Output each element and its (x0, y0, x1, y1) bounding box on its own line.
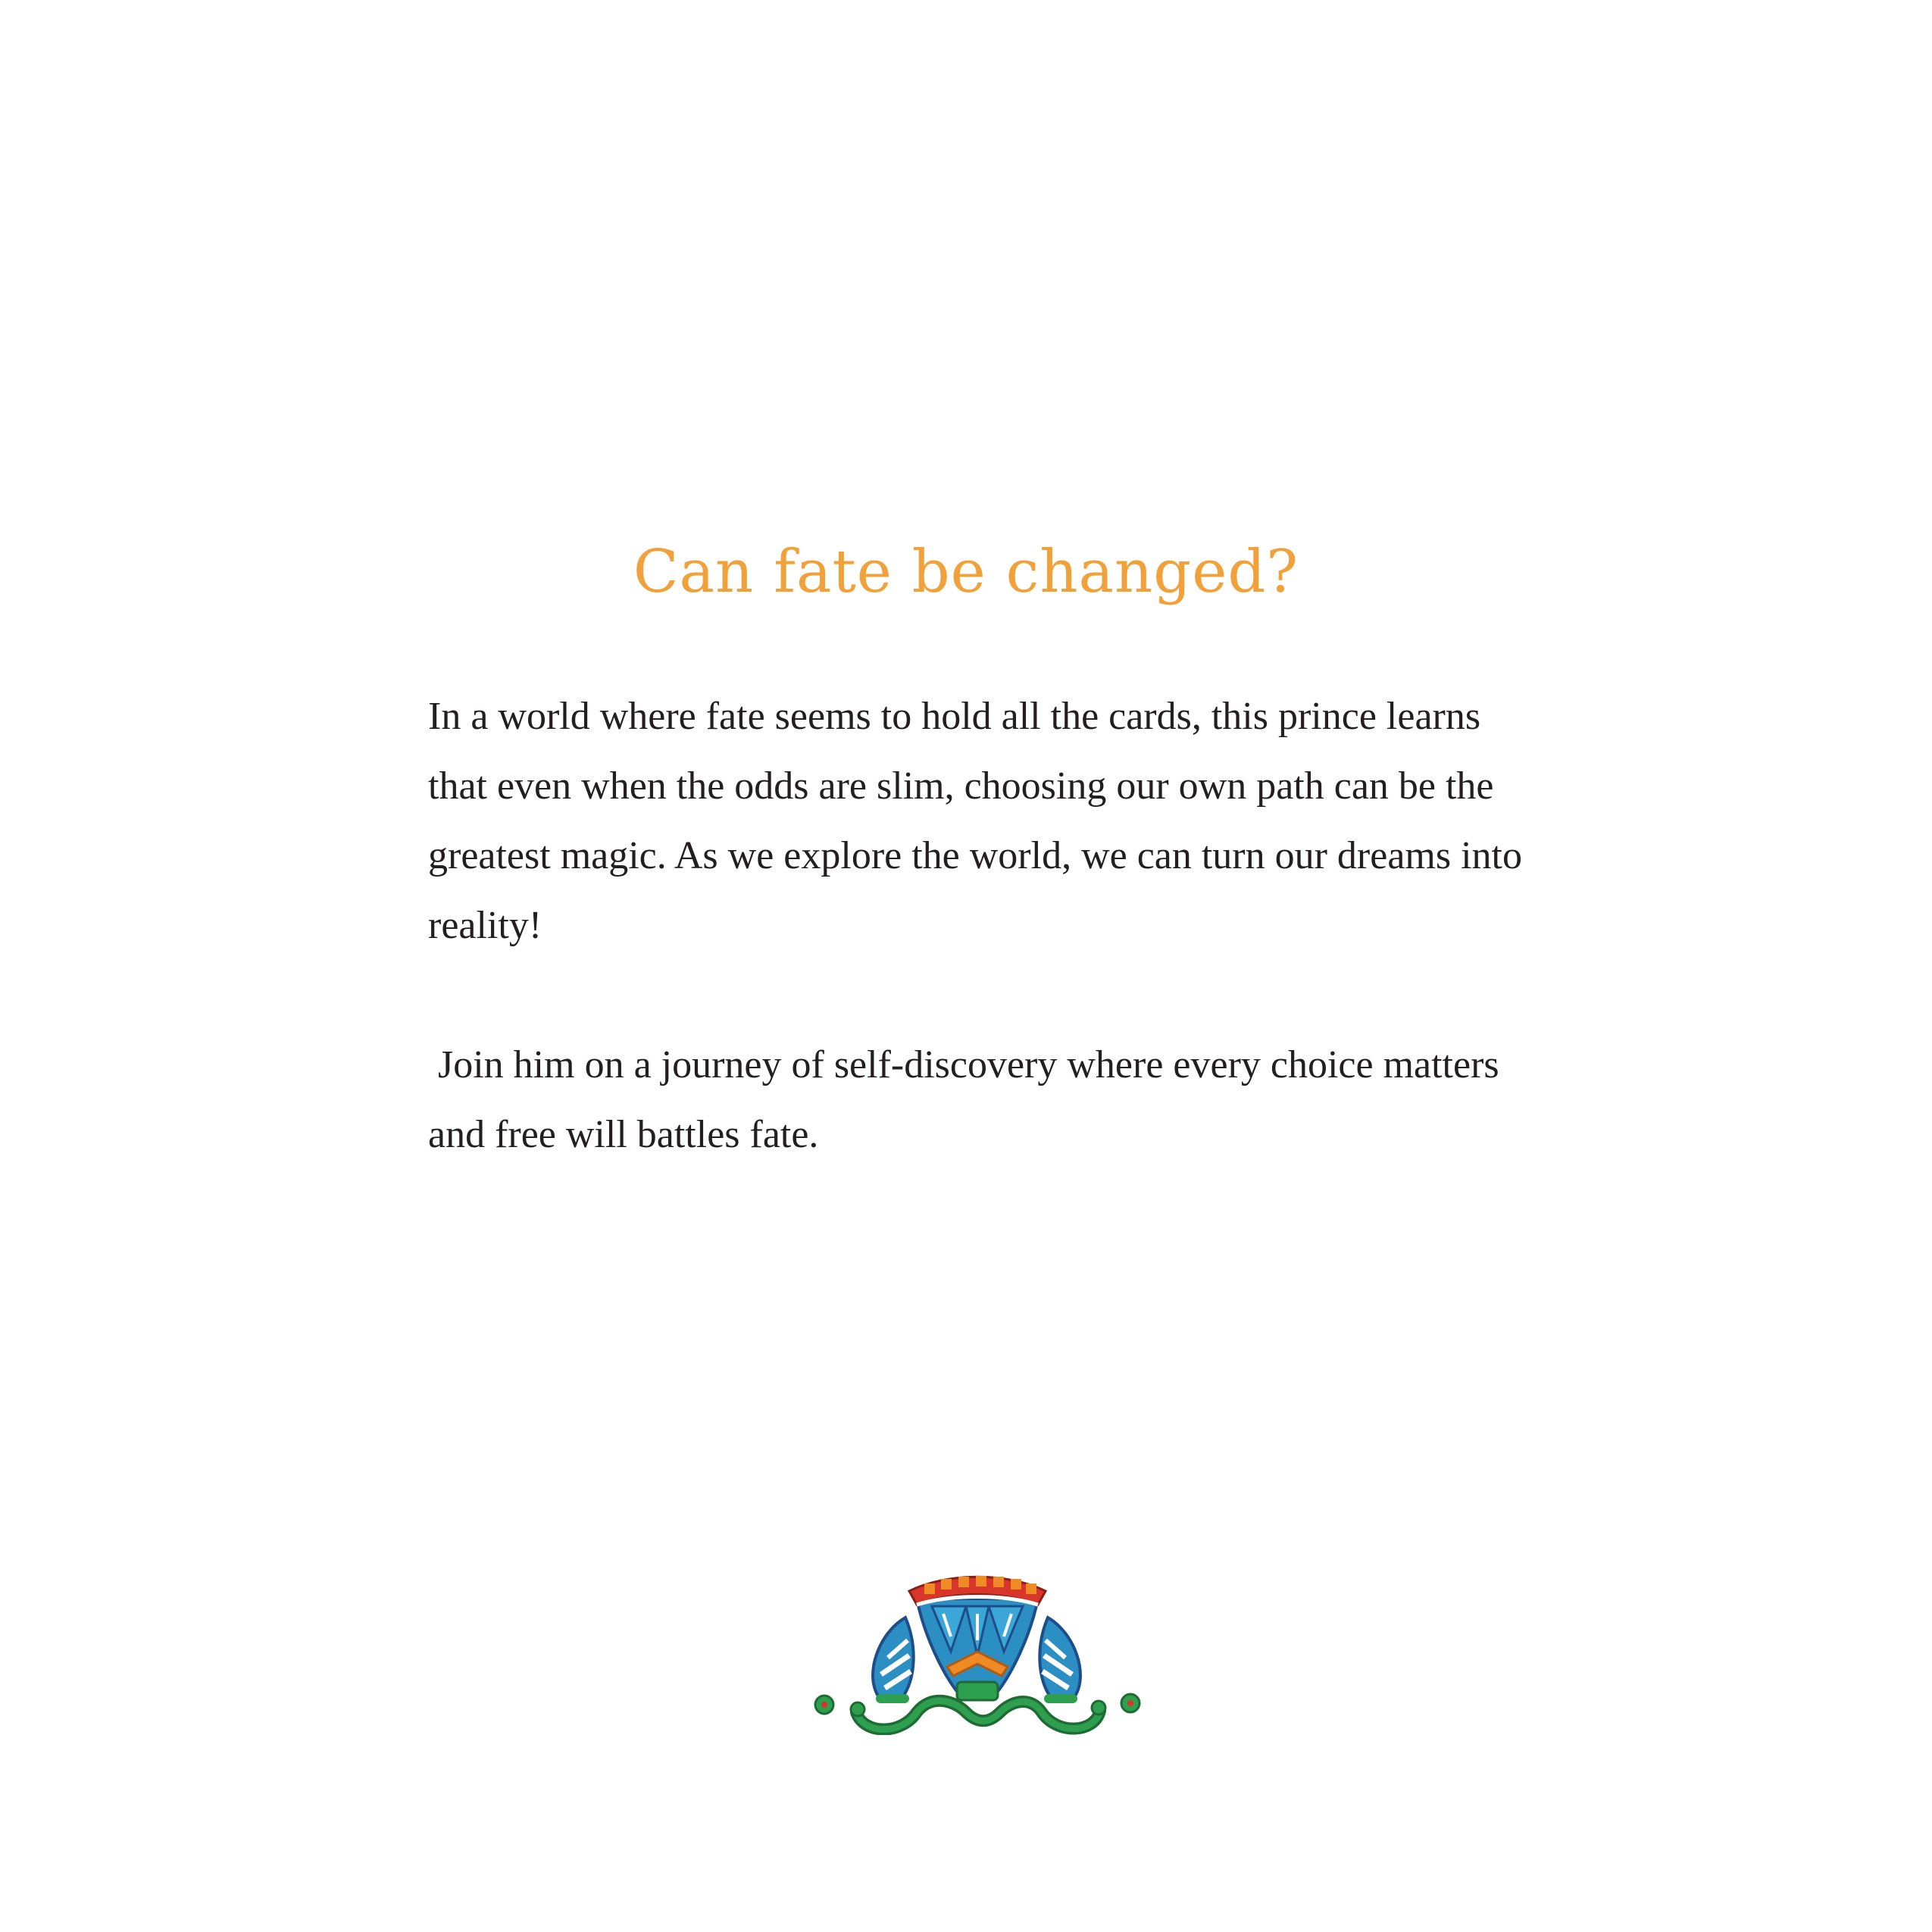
body-text (428, 682, 1542, 1170)
paragraph-journey: Join him on a journey of self-discovery where every choice matters and free will battles fate. (428, 1043, 1509, 1156)
paragraph-intro: In a world where fate seems to hold all the cards, this prince learns that even when the odds are slim, choosing our own path can be the greatest magic. As we explore the world, we can turn our dreams into reality! (428, 695, 1532, 947)
lotus-ornament-icon (803, 1561, 1152, 1735)
page-title: Can fate be changed? (633, 538, 1299, 606)
